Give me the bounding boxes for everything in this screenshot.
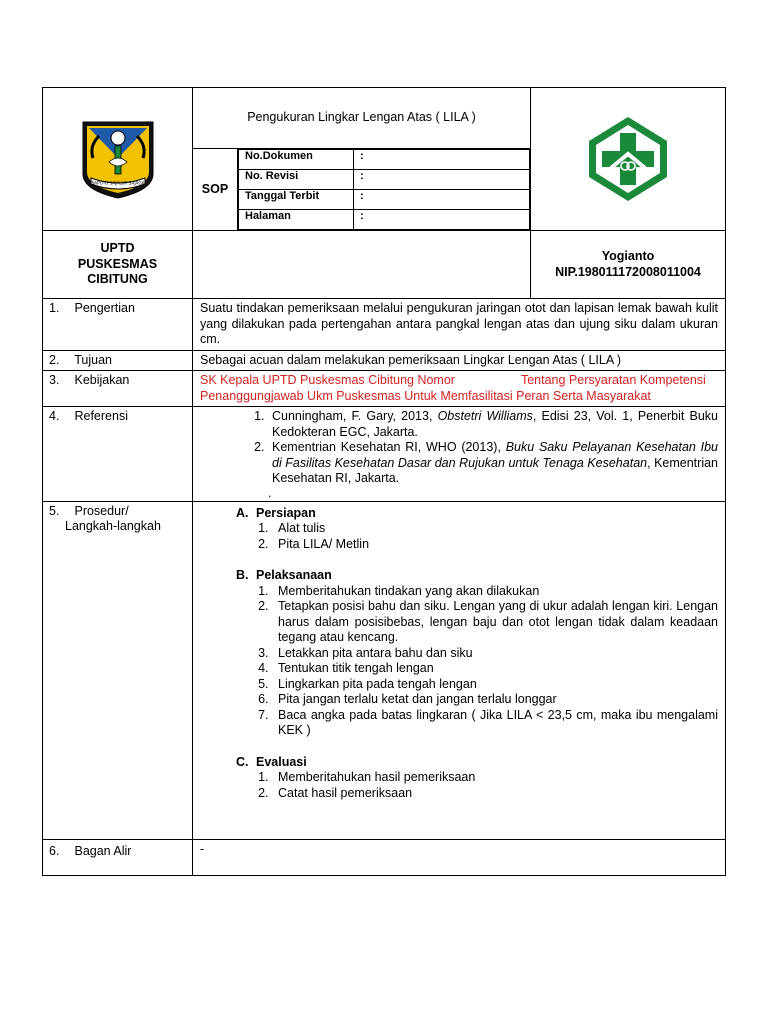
section-title: Persiapan — [256, 505, 316, 520]
empty-cell — [193, 231, 531, 299]
doc-meta-cell — [238, 149, 531, 231]
kebijakan-text-a: SK Kepala UPTD Puskesmas Cibitung Nomor — [200, 373, 455, 387]
kebijakan-text-b: Tentang Persyaratan Kompetensi Penanggungjawab Ukm Puskesmas Untuk Memfasilitasi Peran Serta Masyarakat — [200, 373, 706, 403]
reference-title: Obstetri Williams — [437, 409, 533, 423]
reference-text: , Kementrian Kesehatan RI, Jakarta. — [272, 455, 718, 485]
row-number: 1. — [49, 301, 60, 315]
row-number: 5. — [49, 503, 60, 518]
row-label-referensi — [43, 407, 193, 502]
section-title: Pelaksanaan — [256, 568, 332, 582]
reference-text: Kementrian Kesehatan RI, WHO (2013), — [272, 440, 506, 454]
org-line: PUSKESMAS — [77, 256, 158, 271]
signer-cell — [531, 231, 726, 299]
step-item: 2. Catat hasil pemeriksaan — [272, 786, 718, 802]
step-item: 1. Alat tulis — [272, 521, 718, 537]
crest-motto-text: SAPUTU SAJALUR SAJAGA — [91, 180, 144, 186]
row-label-bagan — [43, 839, 193, 875]
row-number: 6. — [49, 843, 60, 858]
reference-list — [200, 409, 718, 487]
sop-table — [42, 87, 726, 876]
section-letter: C. — [236, 754, 249, 769]
row-label-prosedur — [43, 501, 193, 839]
step-item: 2. Tetapkan posisi bahu dan siku. Lengan yang di ukur adalah lengan kiri. Lengan harus dalam posisibebas, lengan baju dan otot lengan tidak dalam keadaan tegang atau kencang. — [272, 599, 718, 646]
meta-label: No. Revisi — [239, 170, 354, 190]
meta-row — [239, 170, 530, 190]
meta-value: : — [354, 170, 530, 190]
section-heading — [200, 568, 718, 584]
meta-value: : — [354, 190, 530, 210]
regency-crest-icon — [79, 118, 157, 200]
row-label-tujuan — [43, 350, 193, 371]
row-label: Kebijakan — [74, 373, 130, 387]
section-heading — [200, 755, 718, 771]
meta-row — [239, 150, 530, 170]
row-label: Tujuan — [74, 352, 113, 367]
doc-title: Pengukuran Lingkar Lengan Atas ( LILA ) — [247, 110, 476, 125]
step-list — [200, 584, 718, 739]
org-line: CIBITUNG — [87, 272, 148, 287]
reference-item — [268, 409, 718, 440]
step-item: 2. Pita LILA/ Metlin — [272, 537, 718, 553]
section-title: Evaluasi — [256, 754, 307, 769]
sop-label-cell — [193, 149, 238, 231]
reference-text: , Edisi 23, Vol. 1, Penerbit Buku Kedokteran EGC, Jakarta. — [272, 409, 719, 439]
sop-document — [42, 87, 725, 876]
step-list — [200, 521, 718, 552]
org-line: UPTD — [100, 241, 135, 256]
meta-label: Halaman — [239, 210, 354, 230]
left-logo-cell — [43, 88, 193, 231]
row-label-continued: Langkah-langkah — [65, 519, 161, 533]
puskesmas-cross-icon — [583, 114, 673, 204]
sop-label: SOP — [201, 181, 229, 196]
step-item: 1. Memberitahukan hasil pemeriksaan — [272, 770, 718, 786]
referensi-cell — [193, 407, 726, 502]
kebijakan-cell — [193, 371, 726, 407]
prosedur-cell — [193, 501, 726, 839]
row-number: 3. — [49, 373, 60, 387]
reference-text: Cunningham, F. Gary, 2013, — [272, 409, 438, 423]
reference-trailing: . — [268, 485, 272, 500]
step-item: 6. Pita jangan terlalu ketat dan jangan terlalu longgar — [272, 692, 718, 708]
row-label: Pengertian — [74, 301, 135, 315]
reference-title: Buku Saku Pelayanan Kesehatan Ibu di Fasilitas Kesehatan Dasar dan Rujukan untuk Tenaga Kesehatan — [272, 440, 719, 470]
step-item: 4. Tentukan titik tengah lengan — [272, 661, 718, 677]
signer-name: Yogianto — [601, 249, 655, 263]
meta-row — [239, 190, 530, 210]
tujuan-text: Sebagai acuan dalam melakukan pemeriksaan Lingkar Lengan Atas ( LILA ) — [193, 350, 726, 371]
row-number: 4. — [49, 409, 60, 423]
section-letter: B. — [236, 568, 249, 582]
step-item: 5. Lingkarkan pita pada tengah lengan — [272, 677, 718, 693]
row-number: 2. — [49, 352, 60, 367]
section-letter: A. — [236, 505, 249, 520]
step-list — [200, 770, 718, 801]
bagan-text: - — [193, 839, 726, 875]
step-item: 1. Memberitahukan tindakan yang akan dilakukan — [272, 584, 718, 600]
step-item: 3. Letakkan pita antara bahu dan siku — [272, 646, 718, 662]
row-label: Referensi — [74, 409, 128, 423]
meta-label: Tanggal Terbit — [239, 190, 354, 210]
doc-title-cell — [193, 88, 531, 149]
row-label: Bagan Alir — [74, 843, 132, 858]
org-name-cell — [43, 231, 193, 299]
right-logo-cell — [531, 88, 726, 231]
signer-nip: NIP.198011172008011004 — [555, 264, 701, 279]
meta-label: No.Dokumen — [239, 150, 354, 170]
section-heading — [200, 506, 718, 522]
step-item: 7. Baca angka pada batas lingkaran ( Jika LILA < 23,5 cm, maka ibu mengalami KEK ) — [272, 708, 718, 739]
meta-value: : — [354, 150, 530, 170]
row-label: Prosedur/ — [74, 503, 129, 518]
meta-value: : — [354, 210, 530, 230]
meta-row — [239, 210, 530, 230]
reference-item — [268, 440, 718, 487]
row-label-pengertian — [43, 299, 193, 351]
doc-meta-table — [238, 149, 530, 230]
pengertian-text: Suatu tindakan pemeriksaan melalui pengukuran jaringan otot dan lapisan lemak bawah kulit yang dilakukan pada pertengahan antara pangkal lengan atas dan ujung siku dalam ukuran cm. — [193, 299, 726, 351]
row-label-kebijakan — [43, 371, 193, 407]
